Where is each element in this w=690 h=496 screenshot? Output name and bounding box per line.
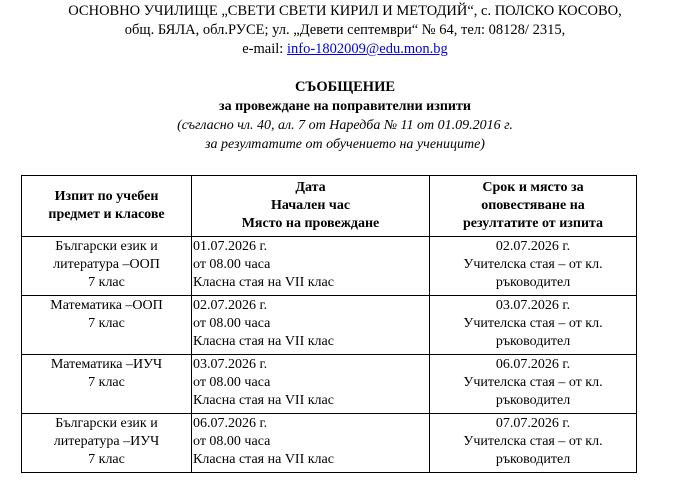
notice-basis-line-2: за резултатите от обучението на учениците) <box>205 137 485 152</box>
header-date-line: Начален час <box>270 198 351 213</box>
cell-line: 07.07.2026 г. <box>495 416 571 431</box>
cell-line: Български език и <box>55 416 158 431</box>
cell-line: 02.07.2026 г. <box>495 239 571 254</box>
cell-date <box>192 296 430 355</box>
cell-date <box>192 237 430 296</box>
cell-announce <box>430 296 637 355</box>
cell-line: Класна стая на VII клас <box>193 393 334 408</box>
table-row <box>22 414 637 473</box>
header-subject <box>22 176 192 237</box>
email-link[interactable]: info-1802009@edu.mon.bg <box>286 41 448 57</box>
cell-line: Математика –ООП <box>50 298 163 313</box>
cell-subject <box>22 237 192 296</box>
cell-line: литература –ИУЧ <box>53 434 160 449</box>
header-announce <box>430 176 637 237</box>
cell-line: Математика –ИУЧ <box>50 357 163 372</box>
cell-line: Учителска стая – от кл. <box>463 316 603 331</box>
cell-subject <box>22 355 192 414</box>
cell-line: Класна стая на VII клас <box>193 452 334 467</box>
cell-line: Учителска стая – от кл. <box>463 375 603 390</box>
cell-subject <box>22 296 192 355</box>
cell-line: 7 клас <box>88 375 125 390</box>
cell-date <box>192 414 430 473</box>
cell-announce <box>430 355 637 414</box>
notice-basis-line-1: (съгласно чл. 40, ал. 7 от Наредба № 11 от 01.09.2016 г. <box>177 118 513 133</box>
header-announce-line: резултатите от изпита <box>462 216 604 231</box>
cell-line: ръководител <box>495 275 571 290</box>
cell-date <box>192 355 430 414</box>
cell-line: 03.07.2026 г. <box>495 298 571 313</box>
cell-line: 7 клас <box>88 275 125 290</box>
cell-line: литература –ООП <box>53 257 160 272</box>
cell-line: Класна стая на VII клас <box>193 334 334 349</box>
cell-line: Учителска стая – от кл. <box>463 434 603 449</box>
header-date-line: Дата <box>295 180 326 195</box>
school-email-line <box>0 40 690 59</box>
exam-schedule-table <box>21 175 637 473</box>
cell-line: от 08.00 часа <box>193 316 271 331</box>
cell-subject <box>22 414 192 473</box>
cell-line: 7 клас <box>88 452 125 467</box>
school-address-line: общ. БЯЛА, обл.РУСЕ; ул. „Девети септември“ № 64, тел: 08128/ 2315, <box>124 22 566 38</box>
cell-line: Класна стая на VII клас <box>193 275 334 290</box>
cell-line: ръководител <box>495 393 571 408</box>
table-header-row <box>22 176 637 237</box>
cell-announce <box>430 414 637 473</box>
cell-line: Български език и <box>55 239 158 254</box>
school-header <box>0 2 690 59</box>
cell-line: от 08.00 часа <box>193 434 271 449</box>
header-announce-line: Срок и място за <box>482 180 584 195</box>
header-subject-line: предмет и класове <box>48 207 165 222</box>
table-row <box>22 355 637 414</box>
header-date <box>192 176 430 237</box>
cell-line: от 08.00 часа <box>193 257 271 272</box>
email-label: e-mail: <box>242 41 287 57</box>
cell-line: 06.07.2026 г. <box>193 416 268 431</box>
header-subject-line: Изпит по учебен <box>54 189 159 204</box>
cell-line: ръководител <box>495 452 571 467</box>
cell-line: Учителска стая – от кл. <box>463 257 603 272</box>
notice-heading <box>0 77 690 154</box>
notice-title: СЪОБЩЕНИЕ <box>294 79 396 95</box>
cell-line: 03.07.2026 г. <box>193 357 268 372</box>
table-row <box>22 296 637 355</box>
cell-line: от 08.00 часа <box>193 375 271 390</box>
cell-line: 06.07.2026 г. <box>495 357 571 372</box>
school-name-line: ОСНОВНО УЧИЛИЩЕ „СВЕТИ СВЕТИ КИРИЛ И МЕТОДИЙ“, с. ПОЛСКО КОСОВО, <box>68 3 622 19</box>
notice-subtitle: за провеждане на поправителни изпити <box>219 99 471 114</box>
header-date-line: Място на провеждане <box>241 216 380 231</box>
cell-line: ръководител <box>495 334 571 349</box>
table-row <box>22 237 637 296</box>
header-announce-line: оповестяване на <box>481 198 585 213</box>
cell-line: 01.07.2026 г. <box>193 239 268 254</box>
cell-line: 02.07.2026 г. <box>193 298 268 313</box>
cell-line: 7 клас <box>88 316 125 331</box>
cell-announce <box>430 237 637 296</box>
